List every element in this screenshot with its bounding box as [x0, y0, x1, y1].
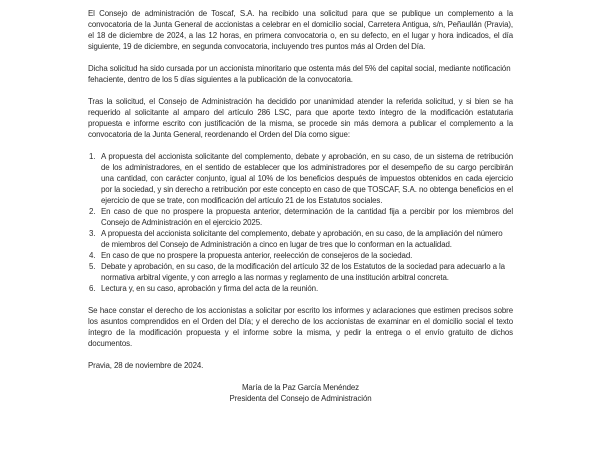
- agenda-item-number: 5.: [89, 262, 96, 271]
- signatory-name: María de la Paz García Menéndez: [241, 383, 360, 392]
- agenda-item-text: A propuesta del accionista solicitante del complemento, debate y aprobación, en su caso, de la ampliación del número de miembros del Consejo de Administración a cinco en lugar de tres que lo conforman en la actualidad.: [101, 229, 503, 249]
- place-date: Pravia, 28 de noviembre de 2024.: [88, 361, 204, 370]
- decision-paragraph: Tras la solicitud, el Consejo de Administración ha decidido por unanimidad atender la referida solicitud, y si bien se ha requerido al solicitante al amparo del artículo 286 LSC, para que aporte texto íntegro de la modificación estatutaria propuesta e informe escrito con justificación de la misma, se procede sin más demora a publicar el complemento a la convocatoria de la Junta General, reordenando el Orden del Día como sigue:: [88, 97, 513, 139]
- agenda-item: [88, 283, 513, 294]
- agenda-item-text: En caso de que no prospere la propuesta anterior, reelección de consejeros de la sociedad.: [101, 251, 413, 260]
- document-page: [88, 8, 513, 404]
- signature-block: [88, 382, 513, 404]
- agenda-item-text: Debate y aprobación, en su caso, de la modificación del artículo 32 de los Estatutos de la sociedad para adecuarlo a la normativa arbitral vigente, y con arreglo a las normas y reglamento de una institución arbitral concreta.: [101, 262, 505, 282]
- agenda-list: [88, 151, 513, 294]
- agenda-item: [88, 228, 513, 250]
- agenda-item-number: 6.: [89, 284, 96, 293]
- agenda-item: [88, 261, 513, 283]
- agenda-item-text: A propuesta del accionista solicitante del complemento, debate y aprobación, en su caso, de un sistema de retribución de los administradores, en el sentido de establecer que los administradores por el desempeño de su cargo percibirán una cantidad, con carácter conjunto, igual al 10% de los beneficios después de impuestos obtenidos en cada ejercicio por la sociedad, y sin derecho a retribución por este concepto en caso de que TOSCAF, S.A. no obtenga beneficios en el ejercicio de que se trate, con modificación del artículo 21 de los Estatutos sociales.: [101, 152, 513, 205]
- agenda-item: [88, 206, 513, 228]
- agenda-item: [88, 250, 513, 261]
- agenda-item-text: En caso de que no prospere la propuesta anterior, determinación de la cantidad fija a percibir por los miembros del Consejo de Administración en el ejercicio 2025.: [101, 207, 513, 227]
- agenda-item-number: 4.: [89, 251, 96, 260]
- request-paragraph: Dicha solicitud ha sido cursada por un accionista minoritario que ostenta más del 5% del capital social, mediante notificación fehaciente, dentro de los 5 días siguientes a la publicación de la convocatoria.: [88, 64, 511, 84]
- agenda-item-number: 3.: [89, 229, 96, 238]
- agenda-item-number: 1.: [89, 152, 96, 161]
- rights-paragraph: Se hace constar el derecho de los accionistas a solicitar por escrito los informes y aclaraciones que estimen precisos sobre los asuntos comprendidos en el Orden del Día; y el derecho de los accionistas de examinar en el domicilio social el texto íntegro de la modificación propuesta y el informe sobre la misma, y pedir la entrega o el envío gratuito de dichos documentos.: [88, 306, 513, 348]
- agenda-item-text: Lectura y, en su caso, aprobación y firma del acta de la reunión.: [101, 284, 319, 293]
- agenda-item: [88, 151, 513, 206]
- signatory-title: Presidenta del Consejo de Administración: [229, 394, 372, 403]
- agenda-item-number: 2.: [89, 207, 96, 216]
- intro-paragraph: El Consejo de administración de Toscaf, S.A. ha recibido una solicitud para que se publique un complemento a la convocatoria de la Junta General de accionistas a celebrar en el domicilio social, Carretera Antigua, s/n, Peñaullán (Pravia), el 18 de diciembre de 2024, a las 12 horas, en primera convocatoria o, en su defecto, en el lugar y hora indicados, el día siguiente, 19 de diciembre, en segunda convocatoria, incluyendo tres puntos más al Orden del Día.: [88, 9, 513, 51]
